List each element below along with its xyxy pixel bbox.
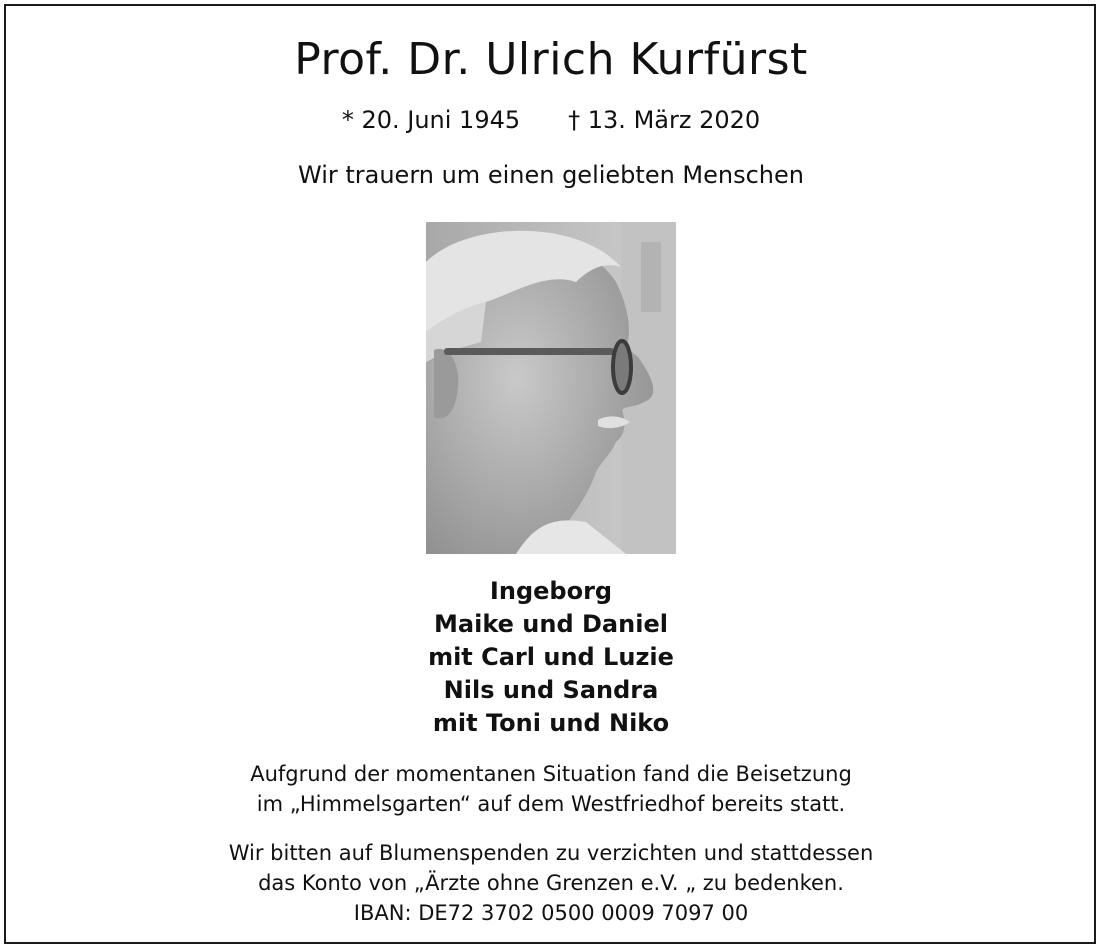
- notice-line: im „Himmelsgarten“ auf dem Westfriedhof bereits statt.: [256, 792, 846, 816]
- donation-line: das Konto von „Ärzte ohne Grenzen e.V. „ zu bedenken.: [258, 871, 844, 895]
- family-line: Nils und Sandra: [443, 676, 659, 704]
- deceased-name: Prof. Dr. Ulrich Kurfürst: [294, 34, 808, 85]
- family-line: Maike und Daniel: [434, 610, 668, 638]
- death-date: † 13. März 2020: [568, 106, 761, 134]
- donation-line: Wir bitten auf Blumenspenden zu verzichten und stattdessen: [228, 841, 874, 865]
- burial-notice: [0, 759, 1102, 819]
- family-line: mit Toni und Niko: [432, 709, 670, 737]
- donation-request: [0, 838, 1102, 928]
- family-line: Ingeborg: [489, 577, 613, 605]
- birth-date: * 20. Juni 1945: [341, 106, 521, 134]
- iban-line: IBAN: DE72 3702 0500 0009 7097 00: [353, 901, 749, 925]
- life-dates: [0, 106, 1102, 134]
- family-line: mit Carl und Luzie: [428, 643, 674, 671]
- family-signatures: [0, 575, 1102, 740]
- notice-line: Aufgrund der momentanen Situation fand die Beisetzung: [250, 762, 852, 786]
- mourning-motto: Wir trauern um einen geliebten Menschen: [297, 161, 804, 189]
- portrait-photo: [426, 222, 676, 554]
